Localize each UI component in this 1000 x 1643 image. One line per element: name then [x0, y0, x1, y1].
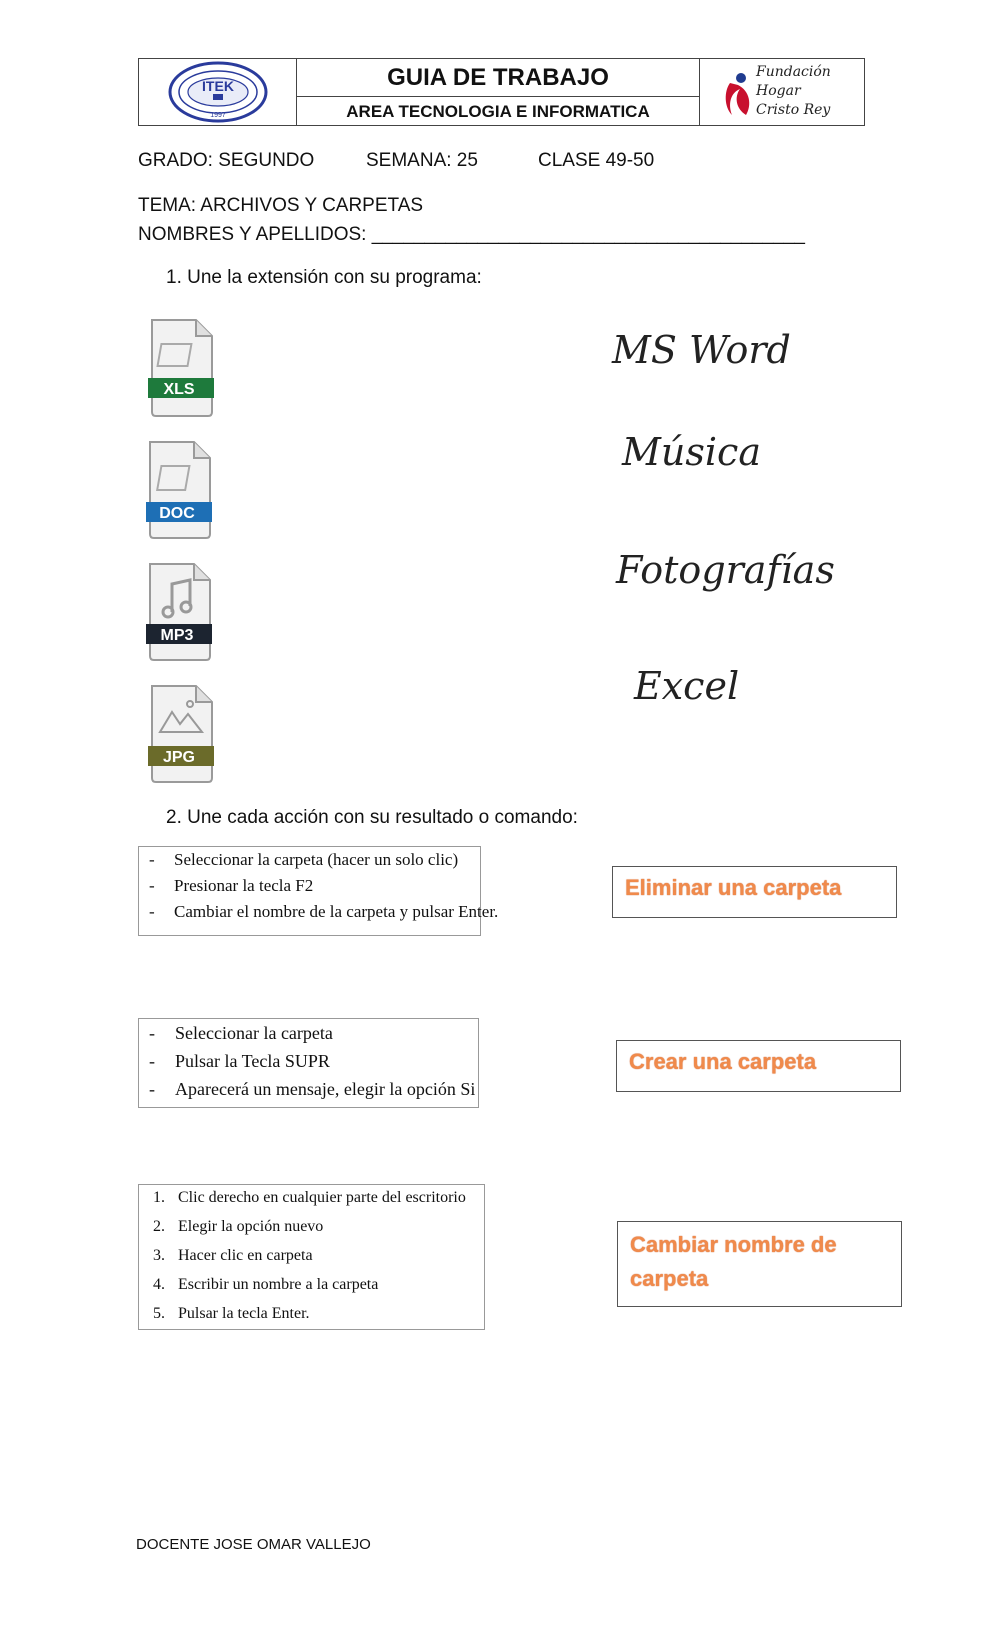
foundation-line-2: Hogar: [756, 83, 801, 99]
result-cambiar-nombre[interactable]: [617, 1221, 902, 1307]
result-eliminar-carpeta[interactable]: [612, 866, 897, 918]
step-number: 3.: [153, 1247, 165, 1264]
jpg-label: JPG: [162, 749, 196, 766]
title-cell: [297, 59, 700, 125]
grade-label: GRADO: SEGUNDO: [138, 150, 315, 171]
program-fotografias[interactable]: Fotografías: [616, 548, 835, 592]
foundation-name: [756, 63, 831, 120]
header-table: [138, 58, 865, 126]
doc-label: DOC: [159, 505, 195, 522]
action-step: [139, 1247, 484, 1276]
action-step: [139, 876, 480, 902]
step-text: Aparecerá un mensaje, elegir la opción Si: [175, 1079, 476, 1099]
action-step: [139, 850, 480, 876]
mp3-label: MP3: [160, 627, 194, 644]
bullet: -: [149, 1023, 155, 1043]
step-number: 5.: [153, 1305, 165, 1322]
step-text: Seleccionar la carpeta (hacer un solo clic): [174, 850, 459, 869]
action-step: [139, 902, 499, 928]
student-name-line[interactable]: NOMBRES Y APELLIDOS: _________________________________________: [138, 224, 805, 245]
step-text: Pulsar la Tecla SUPR: [175, 1051, 330, 1071]
action-step: [139, 1079, 478, 1107]
foundation-logo-cell: [700, 59, 866, 125]
step-text: Escribir un nombre a la carpeta: [178, 1276, 379, 1293]
topic-label: TEMA: ARCHIVOS Y CARPETAS: [138, 195, 424, 216]
foundation-emblem: [722, 69, 754, 119]
action-box-delete[interactable]: [138, 1018, 479, 1108]
result-label: Cambiar nombre de carpeta: [630, 1232, 837, 1291]
foundation-line-3: Cristo Rey: [756, 102, 831, 118]
teacher-footer: DOCENTE JOSE OMAR VALLEJO: [136, 1536, 371, 1553]
xls-label: XLS: [163, 381, 195, 398]
step-number: 4.: [153, 1276, 165, 1293]
bullet: -: [149, 902, 155, 921]
foundation-line-1: Fundación: [756, 64, 831, 80]
instruction-1: 1. Une la extensión con su programa:: [166, 267, 482, 288]
mp3-file-icon[interactable]: [144, 562, 214, 662]
xls-file-icon[interactable]: [146, 318, 216, 418]
action-step: [139, 1189, 484, 1218]
action-step: [139, 1305, 484, 1334]
bullet: -: [149, 1079, 155, 1099]
doc-file-icon[interactable]: [144, 440, 214, 540]
document-title: GUIA DE TRABAJO: [297, 59, 699, 97]
action-step: [139, 1051, 478, 1079]
step-text: Pulsar la tecla Enter.: [178, 1305, 310, 1322]
bullet: -: [149, 876, 155, 895]
program-ms-word[interactable]: MS Word: [612, 328, 791, 372]
school-logo: [168, 61, 268, 123]
school-logo-cell: [139, 59, 297, 125]
step-text: Cambiar el nombre de la carpeta y pulsar Enter.: [174, 902, 499, 921]
class-label: CLASE 49-50: [538, 150, 655, 171]
step-number: 1.: [153, 1189, 165, 1206]
step-number: 2.: [153, 1218, 165, 1235]
result-crear-carpeta[interactable]: [616, 1040, 901, 1092]
step-text: Elegir la opción nuevo: [178, 1218, 324, 1235]
logo-text: ITEK: [201, 78, 234, 94]
week-label: SEMANA: 25: [366, 150, 478, 171]
action-step: [139, 1276, 484, 1305]
action-step: [139, 1218, 484, 1247]
action-step: [139, 1023, 478, 1051]
bullet: -: [149, 850, 155, 869]
bullet: -: [149, 1051, 155, 1071]
result-label: Eliminar una carpeta: [625, 875, 842, 900]
document-subtitle: AREA TECNOLOGIA E INFORMATICA: [346, 102, 650, 121]
program-excel[interactable]: Excel: [634, 664, 740, 708]
step-text: Seleccionar la carpeta: [175, 1023, 333, 1043]
logo-year: 1997: [209, 112, 226, 119]
step-text: Presionar la tecla F2: [174, 876, 314, 895]
action-box-create[interactable]: [138, 1184, 485, 1330]
step-text: Clic derecho en cualquier parte del escritorio: [178, 1189, 466, 1206]
instruction-2: 2. Une cada acción con su resultado o comando:: [166, 807, 578, 828]
step-text: Hacer clic en carpeta: [178, 1247, 313, 1264]
program-musica[interactable]: Música: [622, 430, 761, 474]
jpg-file-icon[interactable]: [146, 684, 216, 784]
action-box-rename[interactable]: [138, 846, 499, 936]
result-label: Crear una carpeta: [629, 1049, 817, 1074]
